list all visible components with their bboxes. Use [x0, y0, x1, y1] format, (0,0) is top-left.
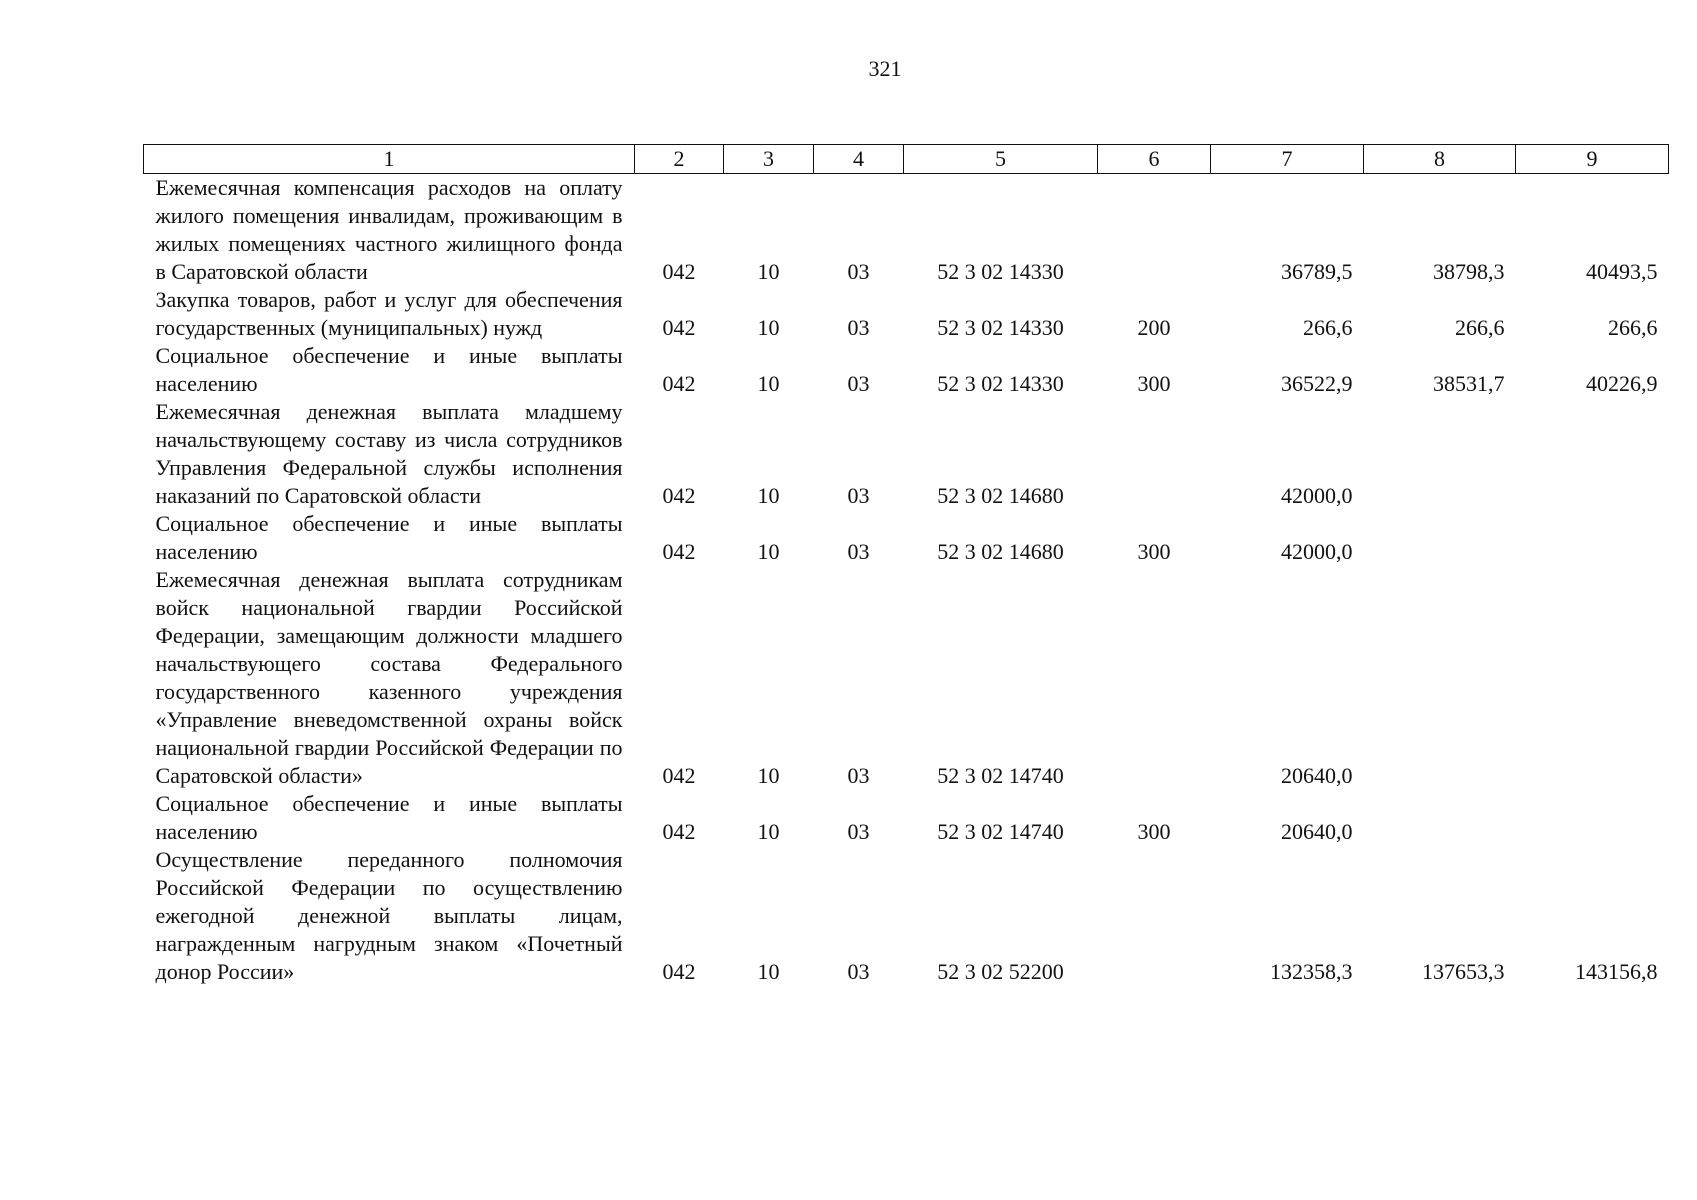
table-row — [144, 398, 1669, 510]
section-cell: 10 — [757, 259, 780, 284]
column-header: 2 — [635, 145, 724, 174]
admin-code-cell: 042 — [662, 763, 696, 788]
target-article-cell: 52 3 02 14680 — [937, 539, 1064, 564]
table-row — [144, 510, 1669, 566]
section-cell: 10 — [757, 539, 780, 564]
admin-code-cell: 042 — [662, 259, 696, 284]
table-header — [144, 145, 1669, 174]
admin-code-cell: 042 — [662, 819, 696, 844]
amount-year3-cell: 143156,8 — [1575, 959, 1658, 984]
amount-year1-cell: 132358,3 — [1270, 959, 1353, 984]
row-name-cell: Ежемесячная денежная выплата младшему начальствующему составу из числа сотрудников Управления Федеральной службы исполнения наказаний по Саратовской области — [155, 399, 623, 508]
target-article-cell: 52 3 02 14740 — [937, 819, 1064, 844]
column-header: 4 — [814, 145, 904, 174]
table-row — [144, 566, 1669, 790]
table-row — [144, 342, 1669, 398]
target-article-cell: 52 3 02 52200 — [937, 959, 1064, 984]
column-header: 8 — [1364, 145, 1516, 174]
admin-code-cell: 042 — [662, 959, 696, 984]
expense-type-cell — [1098, 398, 1211, 510]
table-row — [144, 286, 1669, 342]
amount-year2-cell: 266,6 — [1455, 315, 1505, 340]
column-header: 5 — [904, 145, 1098, 174]
amount-year3-cell: 40226,9 — [1586, 371, 1658, 396]
amount-year3-cell: 40493,5 — [1586, 259, 1658, 284]
amount-year2-cell: 38531,7 — [1433, 371, 1505, 396]
subsection-cell: 03 — [847, 371, 870, 396]
row-name-cell: Социальное обеспечение и иные выплаты населению — [155, 511, 623, 564]
admin-code-cell: 042 — [662, 371, 696, 396]
section-cell: 10 — [757, 315, 780, 340]
expense-type-cell: 300 — [1137, 539, 1171, 564]
row-name-cell: Социальное обеспечение и иные выплаты населению — [155, 343, 623, 396]
column-header: 1 — [144, 145, 635, 174]
subsection-cell: 03 — [847, 763, 870, 788]
target-article-cell: 52 3 02 14330 — [937, 371, 1064, 396]
target-article-cell: 52 3 02 14330 — [937, 315, 1064, 340]
row-name-cell: Социальное обеспечение и иные выплаты населению — [155, 791, 623, 844]
expense-type-cell — [1098, 174, 1211, 287]
amount-year1-cell: 42000,0 — [1281, 483, 1353, 508]
header-row — [144, 145, 1669, 174]
admin-code-cell: 042 — [662, 315, 696, 340]
amount-year3-cell — [1516, 398, 1669, 510]
amount-year2-cell — [1364, 790, 1516, 846]
row-name-cell: Ежемесячная компенсация расходов на оплату жилого помещения инвалидам, проживающим в жилых помещениях частного жилищного фонда в Саратовской области — [155, 175, 623, 284]
column-header: 3 — [724, 145, 814, 174]
subsection-cell: 03 — [847, 259, 870, 284]
target-article-cell: 52 3 02 14680 — [937, 483, 1064, 508]
table-body — [144, 174, 1669, 987]
section-cell: 10 — [757, 819, 780, 844]
amount-year3-cell — [1516, 510, 1669, 566]
amount-year1-cell: 20640,0 — [1281, 763, 1353, 788]
amount-year1-cell: 36789,5 — [1281, 259, 1353, 284]
amount-year1-cell: 266,6 — [1303, 315, 1353, 340]
amount-year2-cell — [1364, 398, 1516, 510]
amount-year1-cell: 36522,9 — [1281, 371, 1353, 396]
subsection-cell: 03 — [847, 539, 870, 564]
amount-year3-cell: 266,6 — [1608, 315, 1658, 340]
budget-table — [143, 144, 1669, 986]
table-row — [144, 174, 1669, 287]
amount-year2-cell — [1364, 566, 1516, 790]
table-row — [144, 790, 1669, 846]
amount-year2-cell — [1364, 510, 1516, 566]
section-cell: 10 — [757, 371, 780, 396]
expense-type-cell: 200 — [1137, 315, 1171, 340]
amount-year2-cell: 38798,3 — [1433, 259, 1505, 284]
section-cell: 10 — [757, 483, 780, 508]
admin-code-cell: 042 — [662, 483, 696, 508]
amount-year3-cell — [1516, 790, 1669, 846]
expense-type-cell: 300 — [1137, 819, 1171, 844]
target-article-cell: 52 3 02 14740 — [937, 763, 1064, 788]
row-name-cell: Закупка товаров, работ и услуг для обеспечения государственных (муниципальных) нужд — [155, 287, 623, 340]
amount-year1-cell: 42000,0 — [1281, 539, 1353, 564]
expense-type-cell: 300 — [1137, 371, 1171, 396]
page-number: 321 — [868, 56, 902, 81]
subsection-cell: 03 — [847, 959, 870, 984]
column-header: 6 — [1098, 145, 1211, 174]
expense-type-cell — [1098, 846, 1211, 986]
target-article-cell: 52 3 02 14330 — [937, 259, 1064, 284]
amount-year2-cell: 137653,3 — [1422, 959, 1505, 984]
subsection-cell: 03 — [847, 819, 870, 844]
row-name-cell: Ежемесячная денежная выплата сотрудникам войск национальной гвардии Российской Федерации, замещающим должности младшего начальствующего состава Федерального государственного казенного учреждения «Управление вневедомственной охраны войск национальной гвардии Российской Федерации по Саратовской области» — [155, 567, 623, 788]
amount-year1-cell: 20640,0 — [1281, 819, 1353, 844]
table-row — [144, 846, 1669, 986]
column-header: 7 — [1211, 145, 1364, 174]
amount-year3-cell — [1516, 566, 1669, 790]
admin-code-cell: 042 — [662, 539, 696, 564]
expense-type-cell — [1098, 566, 1211, 790]
section-cell: 10 — [757, 959, 780, 984]
subsection-cell: 03 — [847, 483, 870, 508]
section-cell: 10 — [757, 763, 780, 788]
subsection-cell: 03 — [847, 315, 870, 340]
column-header: 9 — [1516, 145, 1669, 174]
row-name-cell: Осуществление переданного полномочия Российской Федерации по осуществлению ежегодной денежной выплаты лицам, награжденным нагрудным знаком «Почетный донор России» — [155, 847, 623, 984]
